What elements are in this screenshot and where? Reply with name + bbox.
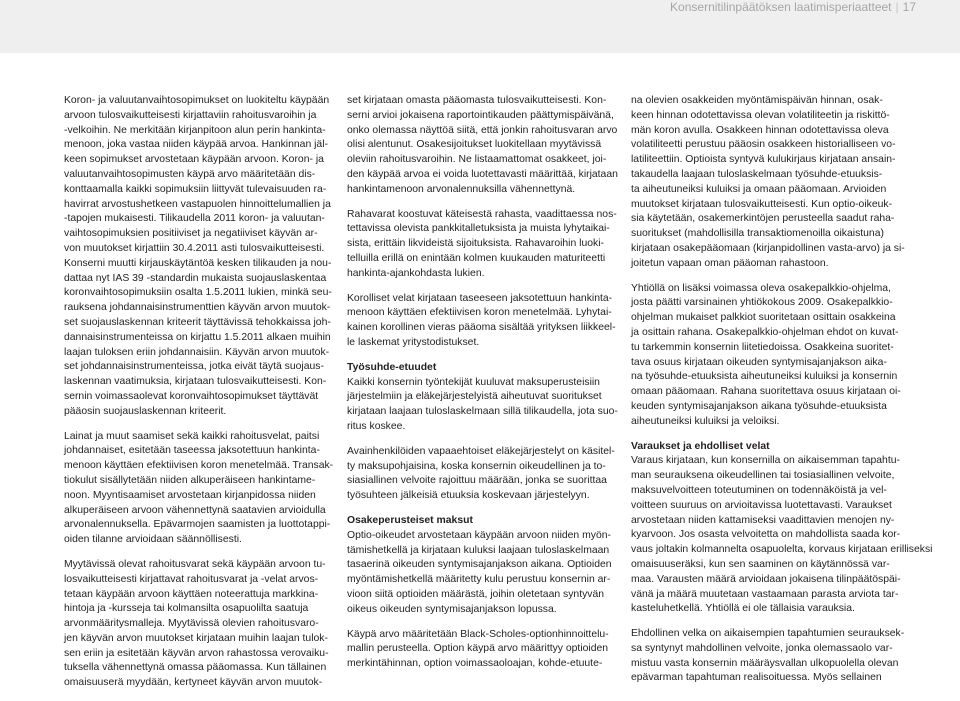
- text-line: sen eriin ja esitetään käyvän arvon rahastossa verovaiku-: [64, 647, 329, 659]
- text-line: koronvaihtosopimuksiin osalta 1.5.2011 lukien, minkä seu-: [64, 287, 332, 299]
- text-line: den käypää arvoa ei voida luotettavasti määrittää, kirjataan: [347, 168, 618, 180]
- text-line: na olevien osakkeiden myöntämispäivän hinnan, osak-: [631, 95, 883, 106]
- text-line: maa. Varausten määrä arvioidaan jokaisena tilinpäätöspäi-: [631, 573, 901, 585]
- text-line: arvonalennuksella. Epävarmojen saamisten ja luottotappi-: [64, 519, 331, 531]
- text-line: man seurauksena oikeudellinen tai tosiasiallinen velvoite,: [631, 470, 895, 482]
- text-line: ty maksupohjaisina, koska konsernin oikeudellinen ja to-: [347, 460, 606, 472]
- text-line: män koron avulla. Osakkeen hinnan odotettavissa oleva: [631, 124, 889, 136]
- text-line: telluilla erillä on enintään kolmen kuukauden maturiteetti: [347, 252, 606, 264]
- text-line: keen sopimukset arvostetaan käypään arvoon. Koron- ja: [64, 154, 324, 166]
- text-line: serni arvioi jokaisena raportointikauden päättymispäivänä,: [347, 109, 614, 121]
- text-line: järjestelmiin ja eläkejärjestelyistä aiheutuvat suoritukset: [347, 391, 602, 403]
- text-line: tava osuus kirjataan oikeuden syntymisajanjakson aika-: [631, 356, 887, 368]
- text-line: siasiallinen velvoite rajoittuu määrään, jonka se suorittaa: [347, 475, 607, 487]
- section-heading: Varaukset ja ehdolliset velat: [631, 440, 770, 452]
- running-header: [670, 0, 916, 14]
- text-line: olisi alentunut. Osakesijoitukset luokitellaan myytävissä: [347, 139, 602, 151]
- paragraph: [347, 529, 612, 618]
- text-line: kainen korollinen vieras pääoma sisältää yrityksen liikkeel-: [347, 322, 616, 334]
- paragraph: [347, 376, 618, 435]
- text-line: sista, erittäin likvideistä sijoituksista. Rahavaroihin luoki-: [347, 238, 604, 250]
- text-line: omaan pääomaan. Rahana suoritettava osuus kirjataan oi-: [631, 386, 901, 398]
- text-line: merkintähinnan, option voimassaoloajan, kohde-etuute-: [347, 658, 603, 670]
- text-line: Lainat ja muut saamiset sekä kaikki rahoitusvelat, paitsi: [64, 430, 320, 442]
- text-line: vioon siitä optioiden määrästä, joihin oletetaan syntyvän: [347, 588, 605, 600]
- text-line: josta päätti varsinainen yhtiökokous 2009. Osakepalkkio-: [631, 297, 893, 309]
- text-line: set johdannaisinstrumenteissa, jotka eivät täytä suojaus-: [64, 361, 324, 373]
- text-line: tu tarkemmin konsernin liitetiedoissa. Osakkeina suoritet-: [631, 341, 894, 353]
- text-line: omaisuuserä myydään, kertyneet käyvän arvon muutok-: [64, 677, 323, 689]
- text-line: vaihtosopimuksien positiiviset ja negatiiviset käyvän ar-: [64, 228, 318, 240]
- text-line: hankintamenoon arvonalennuksilla vähennettynä.: [347, 183, 576, 195]
- text-line: vaus joltakin kolmannelta osapuolelta, korvaus kirjataan erilliseksi: [631, 544, 933, 556]
- text-line: tetaan käypään arvoon käyttäen noteerattuja markkina-: [64, 588, 319, 600]
- text-line: suoritukset (mahdollisilla transaktiomenoilla oikaistuna): [631, 228, 884, 240]
- paragraph: [631, 94, 905, 272]
- text-line: tuksella vähennettynä omassa pääomassa. Kun tällainen: [64, 662, 327, 674]
- header-separator: |: [895, 0, 899, 14]
- text-line: oikeus oikeuden syntymisajanjakson lopussa.: [347, 603, 557, 615]
- paragraph: [64, 430, 334, 548]
- text-line: laajan tuloksen eriin johdannaisiin. Käyvän arvon muutok-: [64, 346, 330, 358]
- text-column-1: [64, 94, 334, 701]
- text-line: alkuperäiseen arvoon vähennettynä saatavien arvioidulla: [64, 504, 326, 516]
- page-number: 17: [902, 0, 916, 14]
- text-line: menoon käyttäen efektiivisen koron menetelmää. Transak-: [64, 460, 334, 472]
- page-header-bar: [0, 0, 960, 53]
- text-line: Kaikki konsernin työntekijät kuuluvat maksuperusteisiin: [347, 376, 600, 388]
- text-line: dattaa nyt IAS 39 -standardin mukaista suojauslaskentaa: [64, 272, 327, 284]
- text-line: sernin voimassaolevat koronvaihtosopimukset täyttävät: [64, 390, 319, 402]
- text-line: oleviin rahoitusvaroihin. Ne listaamattomat osakkeet, joi-: [347, 154, 607, 166]
- text-line: Konserni muutti kirjauskäytäntöä kesken tilikauden ja nou-: [64, 257, 332, 269]
- text-line: Varaus kirjataan, kun konsernilla on aikaisemman tapahtu-: [631, 455, 900, 467]
- text-line: Rahavarat koostuvat käteisestä rahasta, vaadittaessa nos-: [347, 208, 617, 220]
- text-line: työsuhteen jälkeisiä etuuksia koskevaan järjestelyyn.: [347, 490, 590, 502]
- text-line: von muutokset kirjattiin 30.4.2011 asti tulosvaikutteisesti.: [64, 242, 325, 254]
- text-line: arvostetaan niiden kattamiseksi vaadittavien menojen ny-: [631, 514, 895, 526]
- text-line: keuden syntymisajanjakson aikana työsuhde-etuuksista: [631, 400, 887, 412]
- text-line: set suojauslaskennan kriteerit täyttävissä tehokkaissa joh-: [64, 316, 331, 328]
- text-line: konttaamalla kaikki sopimuksiin liittyvät tulevaisuuden ra-: [64, 183, 327, 195]
- paragraph: [347, 292, 616, 351]
- text-line: Avainhenkilöiden vapaaehtoiset eläkejärjestelyt on käsitel-: [347, 445, 615, 457]
- paragraph: [347, 445, 615, 504]
- text-line: Korolliset velat kirjataan taseeseen jaksotettuun hankinta-: [347, 292, 613, 304]
- text-line: set kirjataan omasta pääomasta tulosvaikutteisesti. Kon-: [347, 95, 607, 106]
- text-line: kasteluhetkellä. Yhtiöllä ei ole tällaisia varauksia.: [631, 603, 855, 615]
- text-line: muutokset kirjataan tulosvaikutteisesti. Kun optio-oikeuk-: [631, 198, 893, 210]
- text-line: havirrat arvostushetkeen vastapuolen hinnoittelumallien ja: [64, 198, 331, 210]
- text-line: Optio-oikeudet arvostetaan käypään arvoon niiden myön-: [347, 529, 611, 541]
- text-line: voitteen suuruus on arvioitavissa luotettavasti. Varaukset: [631, 499, 892, 511]
- text-line: arvonmääritysmalleja. Myytävissä olevien rahoitusvaro-: [64, 618, 319, 630]
- text-line: jen käyvän arvon muutokset kirjataan muihin laajan tulok-: [64, 632, 328, 644]
- text-line: losvaikutteisesti kirjattavat rahoitusvarat ja -velat arvos-: [64, 573, 319, 585]
- text-line: ritus koskee.: [347, 420, 406, 432]
- paragraph: [631, 282, 901, 430]
- text-line: -velkoihin. Ne merkitään kirjanpitoon alun perin hankinta-: [64, 124, 326, 136]
- text-line: sa syntynyt mahdollinen velvoite, jonka olemassaolo var-: [631, 642, 893, 654]
- text-line: hintoja ja -kursseja tai kolmansilta osapuolilta saatuja: [64, 603, 309, 615]
- paragraph: [631, 454, 933, 617]
- text-line: tasaerinä oikeuden syntymisajanjakson aikana. Optioiden: [347, 559, 612, 571]
- text-line: tiokulut sisällytetään niiden alkuperäiseen hankintame-: [64, 474, 316, 486]
- text-line: ja osittain rahana. Osakepalkkio-ohjelman ehdot on kuvat-: [631, 326, 899, 338]
- text-line: mistuu vasta konsernin määräysvallan ulkopuolella olevan: [631, 657, 899, 669]
- text-line: onko olemassa näyttöä siitä, että jonkin rahoitusvaran arvo: [347, 124, 618, 136]
- text-line: latiliteettiin. Optioista syntyvä kulukirjaus kirjataan ansain-: [631, 154, 896, 166]
- running-header-title: Konsernitilinpäätöksen laatimisperiaatteet: [670, 0, 892, 14]
- text-line: menoon käyttäen efektiivisen koron menetelmää. Lyhytai-: [347, 307, 612, 319]
- text-line: Koron- ja valuutanvaihtosopimukset on luokiteltu käypään: [64, 95, 330, 106]
- text-line: hankinta-ajankohdasta lukien.: [347, 267, 485, 279]
- text-column-3: [631, 94, 933, 696]
- text-column-2: [347, 94, 618, 682]
- text-line: rauksena johdannaisinstrumenttien käyvän arvon muutok-: [64, 302, 331, 314]
- text-line: aiheutuneiksi kuluiksi ja veloiksi.: [631, 415, 780, 427]
- paragraph: [64, 94, 332, 420]
- text-line: Yhtiöllä on lisäksi voimassa oleva osakepalkkio-ohjelma,: [631, 282, 891, 294]
- text-line: tettavissa olevista pankkitalletuksista ja muista lyhytaikai-: [347, 223, 610, 235]
- text-line: omaisuuseräksi, kun sen saaminen on käytännössä var-: [631, 558, 890, 570]
- text-line: volatiliteetti perustuu pääosin osakkeen historialliseen vo-: [631, 139, 896, 151]
- text-line: vänä ja määrä muutetaan vastaamaan parasta arviota tar-: [631, 588, 899, 600]
- text-line: -tapojen mukaisesti. Tilikaudella 2011 koron- ja valuutan-: [64, 213, 325, 225]
- text-line: sia käytetään, osakemerkintöjen perusteella saadut raha-: [631, 213, 895, 225]
- text-line: menoon, joka vastaa niiden käypää arvoa. Hankinnan jäl-: [64, 139, 328, 151]
- paragraph: [347, 94, 618, 198]
- text-line: dannaisinstrumenteissa on kirjattu 1.5.2011 alkaen muihin: [64, 331, 331, 343]
- text-line: joitetun vapaan oman pääoman rahastoon.: [631, 257, 829, 269]
- text-line: mallin perusteella. Option käypä arvo määrittyy optioiden: [347, 643, 609, 655]
- text-line: myöntämishetkellä määritetty kulu perustuu konsernin ar-: [347, 574, 611, 586]
- text-line: le laskemat yritystodistukset.: [347, 336, 480, 348]
- paragraph: [631, 627, 905, 686]
- text-line: oiden tilanne arvioidaan säännöllisesti.: [64, 534, 242, 546]
- text-line: noon. Myyntisaamiset arvostetaan kirjanpidossa niiden: [64, 489, 316, 501]
- text-line: takaudella laajaan tuloslaskelmaan työsuhde-etuuksis-: [631, 168, 883, 180]
- text-line: ta aiheutuneiksi kuluiksi ja omaan pääomaan. Arvioiden: [631, 183, 887, 195]
- text-line: Myytävissä olevat rahoitusvarat sekä käypään arvoon tu-: [64, 558, 326, 570]
- text-line: kirjataan osakepääomaan (kirjanpidollinen vasta-arvo) ja si-: [631, 242, 905, 254]
- section-heading: Osakeperusteiset maksut: [347, 514, 473, 526]
- text-line: Ehdollinen velka on aikaisempien tapahtumien seurauksek-: [631, 628, 905, 640]
- text-line: tämishetkellä ja kirjataan kuluksi laajaan tuloslaskelmaan: [347, 544, 610, 556]
- text-line: maksuvelvoitteen toteutuminen on todennäköistä ja vel-: [631, 484, 887, 496]
- paragraph: [347, 208, 617, 282]
- text-line: laskennan vaatimuksia, kirjataan tulosvaikutteisesti. Kon-: [64, 376, 327, 388]
- text-line: kyarvoon. Jos osasta velvoitetta on mahdollista saada kor-: [631, 529, 901, 541]
- text-line: valuutanvaihtosopimusten käypä arvo määritetään dis-: [64, 168, 316, 180]
- text-line: keen hinnan odotettavissa olevan volatiliteetin ja riskittö-: [631, 109, 890, 121]
- paragraph: [64, 558, 329, 691]
- text-line: johdannaiset, esitetään taseessa jaksotettuun hankinta-: [64, 445, 320, 457]
- text-line: epävarman tapahtuman realisoituessa. Myös sellainen: [631, 672, 882, 684]
- paragraph: [347, 628, 612, 672]
- text-line: Käypä arvo määritetään Black-Scholes-optionhinnoittelu-: [347, 628, 609, 640]
- text-line: arvoon tulosvaikutteisesti kirjattaviin rahoitusvaroihin ja: [64, 109, 317, 121]
- text-line: pääosin suojauslaskennan kriteerit.: [64, 405, 227, 417]
- text-line: ohjelman mukaiset palkkiot suoritetaan osittain osakkeina: [631, 312, 896, 324]
- text-line: na työsuhde-etuuksista aiheutuneiksi kuluiksi ja konsernin: [631, 371, 898, 383]
- section-heading: Työsuhde-etuudet: [347, 361, 437, 373]
- text-line: kirjataan laajaan tuloslaskelmaan sillä tilikaudella, jota suo-: [347, 406, 618, 418]
